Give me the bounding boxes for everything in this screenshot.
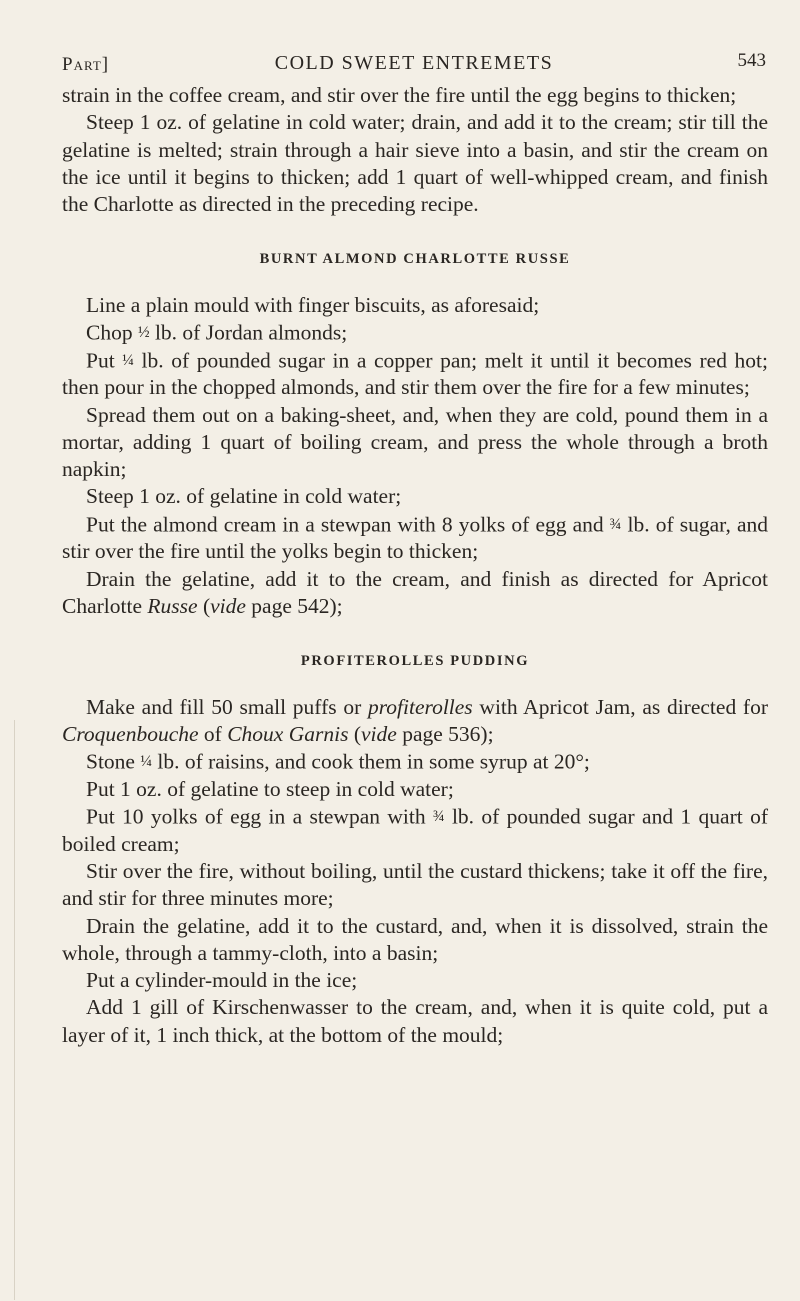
gutter-shadow [14,720,15,1300]
instruction-step: Put the almond cream in a stewpan with 8 yolks of egg and ¾ lb. of sugar, and stir over the fire until the yolks begin to thicken; [62,512,768,564]
recipe-title-burnt-almond: BURNT ALMOND CHARLOTTE RUSSE [259,251,571,268]
instruction-step: Put a cylinder-mould in the ice; [86,968,358,993]
running-head [62,50,766,80]
fraction: ¾ [432,808,445,826]
instruction-step: Chop ½ lb. of Jordan almonds; [86,320,348,345]
part-label: Part] [62,54,110,75]
instruction-step: Steep 1 oz. of gelatine in cold water; drain, and add it to the cream; stir till the gelatine is melted; strain through a hair sieve into a basin, and stir the cream on the ice until it begins to thicken; add 1 quart of well-whipped cream, and finish the Charlotte as directed in the preceding recipe. [62,110,768,217]
instruction-step: Put 1 oz. of gelatine to steep in cold water; [86,776,454,801]
fraction: ½ [137,324,150,342]
fraction: ¼ [122,351,134,369]
instruction-step: Add 1 gill of Kirschenwasser to the cream, and, when it is quite cold, put a layer of it, 1 inch thick, at the bottom of the mould; [62,995,768,1047]
fraction: ¾ [609,515,622,533]
instruction-step: Make and fill 50 small puffs or profiterolles with Apricot Jam, as directed for Croquenbouche of Choux Garnis (vide page 536); [62,694,768,746]
continuation-text: strain in the coffee cream, and stir over the fire until the egg begins to thicken; [62,83,737,107]
instruction-step: Stone ¼ lb. of raisins, and cook them in some syrup at 20°; [86,749,590,774]
instruction-step: Steep 1 oz. of gelatine in cold water; [86,484,402,509]
page-number: 543 [737,50,766,71]
instruction-step: Spread them out on a baking-sheet, and, when they are cold, pound them in a mortar, adding 1 quart of boiling cream, and press the whole through a broth napkin; [62,402,768,482]
instruction-step: Drain the gelatine, add it to the cream, and finish as directed for Apricot Charlotte Russe (vide page 542); [62,566,768,618]
instruction-step: Stir over the fire, without boiling, until the custard thickens; take it off the fire, and stir for three minutes more; [62,858,768,911]
instruction-step: Put ¼ lb. of pounded sugar in a copper pan; melt it until it becomes red hot; then pour in the chopped almonds, and stir them over the fire for a few minutes; [62,348,769,400]
recipe-title-profiterolles: PROFITEROLLES PUDDING [300,653,530,670]
instruction-step: Drain the gelatine, add it to the custard, and, when it is dissolved, strain the whole, through a tammy-cloth, into a basin; [62,913,768,965]
chapter-title: COLD SWEET ENTREMETS [274,52,554,74]
page-body [62,82,768,1049]
fraction: ¼ [140,753,152,771]
instruction-step: Line a plain mould with finger biscuits, as aforesaid; [86,292,540,317]
instruction-step: Put 10 yolks of egg in a stewpan with ¾ lb. of pounded sugar and 1 quart of boiled cream; [62,804,769,856]
